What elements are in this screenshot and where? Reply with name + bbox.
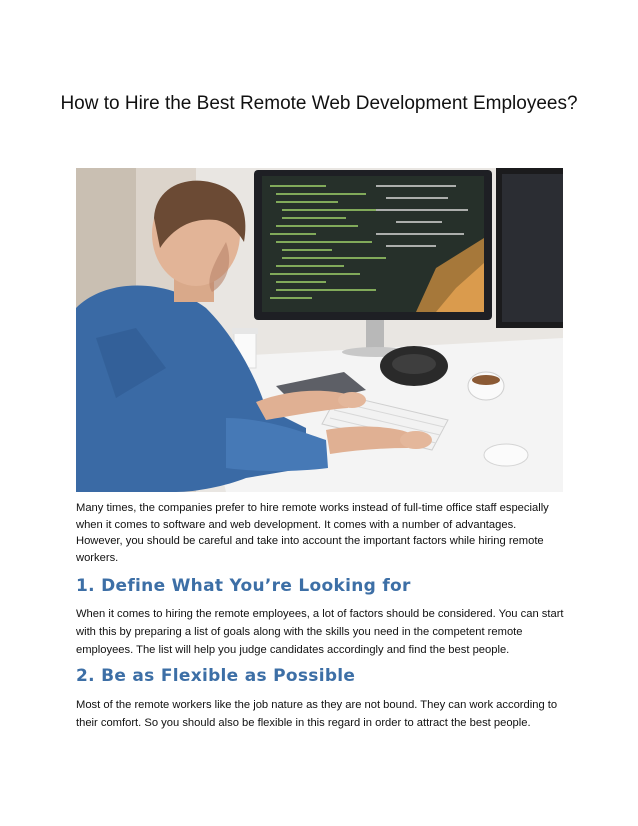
intro-paragraph: Many times, the companies prefer to hire remote works instead of full-time office staff especially when it comes to software and web development. It comes with a number of advantages. However, you should be careful and take into account the important factors while hiring remote workers.: [76, 502, 549, 564]
hero-image: [76, 168, 563, 492]
section-body-2: Most of the remote workers like the job nature as they are not bound. They can work according to their comfort. So you should also be flexible in this regard in order to attract the best people.: [76, 699, 558, 729]
section-body-1: When it comes to hiring the remote employees, a lot of factors should be considered. You can start with this by preparing a list of goals along with the skills you need in the competent remote employees. The list will help you judge candidates accordingly and find the best people.: [76, 608, 564, 656]
section-heading-2: 2. Be as Flexible as Possible: [76, 666, 356, 686]
page-title: How to Hire the Best Remote Web Development Employees?: [60, 93, 578, 114]
section-heading-1: 1. Define What You’re Looking for: [76, 576, 411, 596]
